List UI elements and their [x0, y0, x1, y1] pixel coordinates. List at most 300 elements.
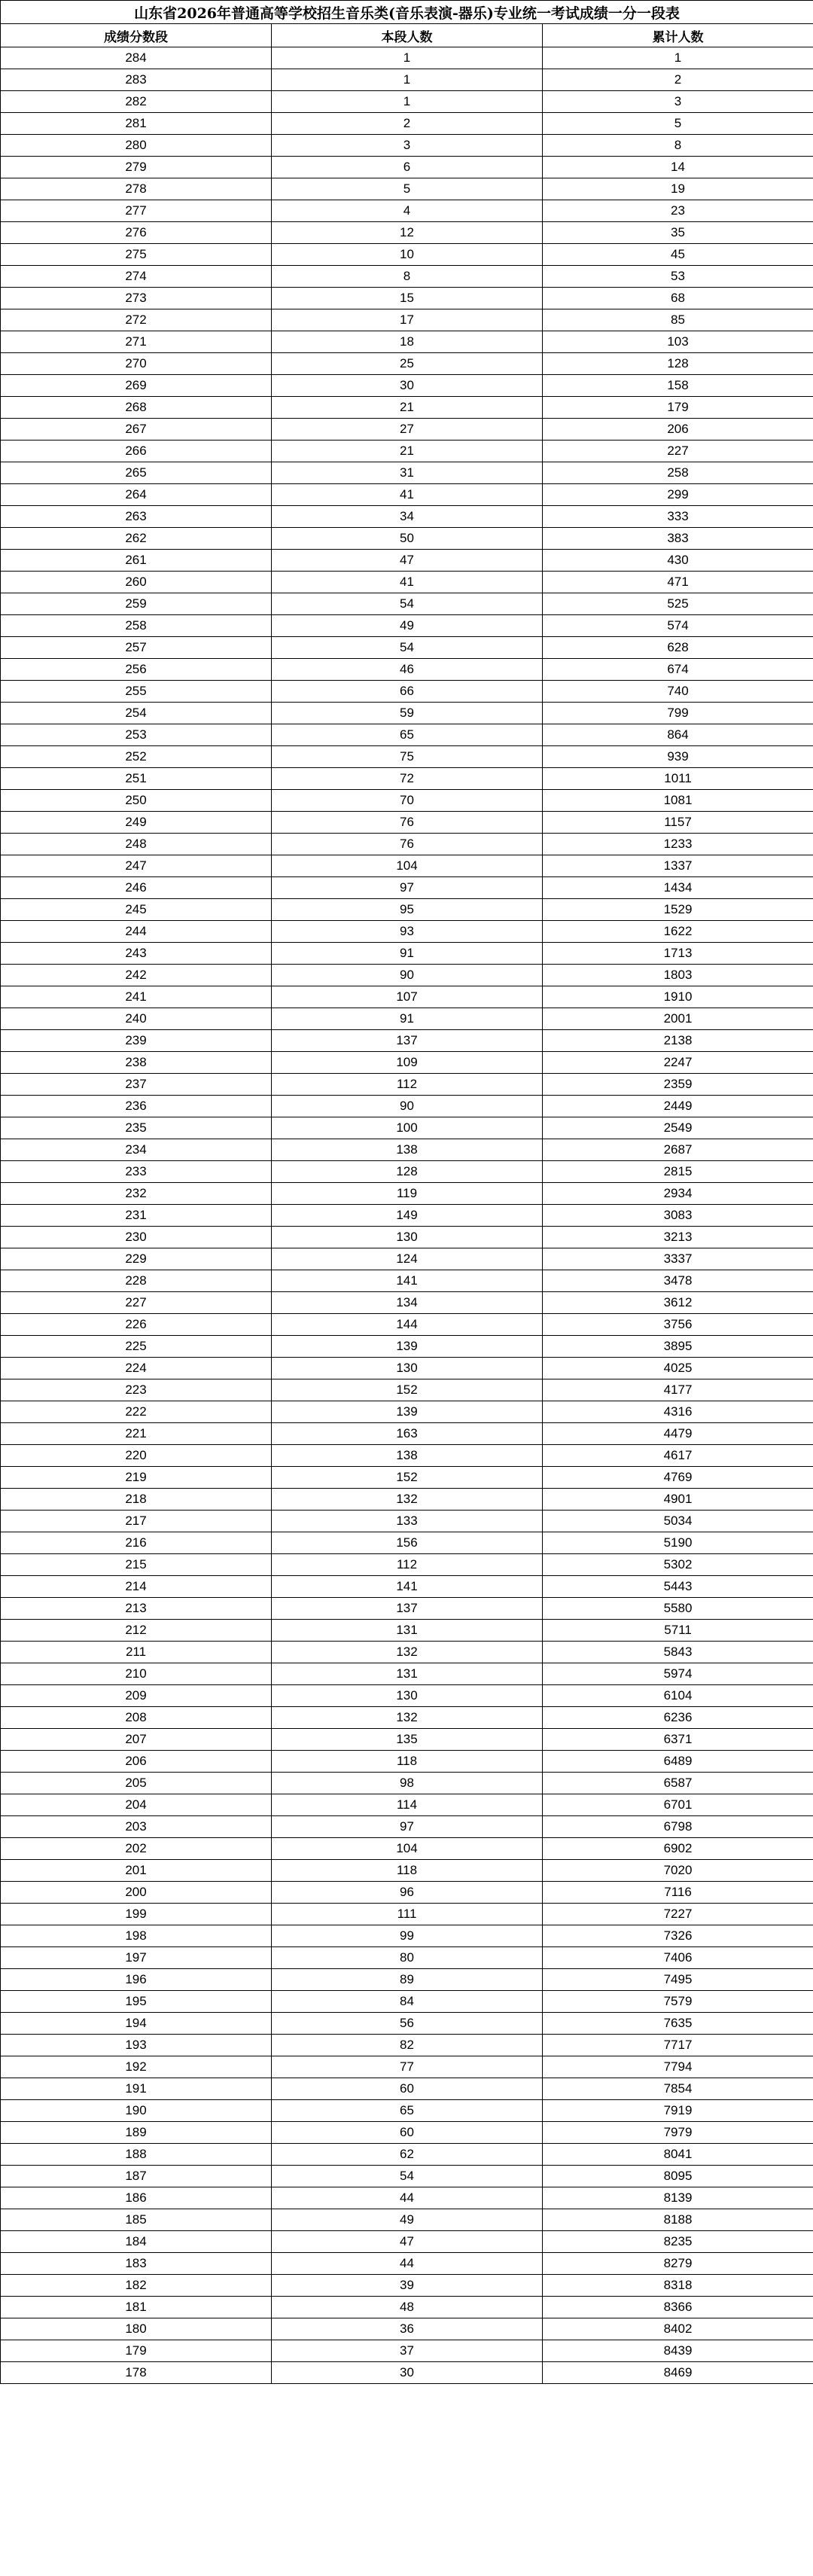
table-row [1, 768, 813, 790]
cell-cumulative: 3213 [543, 1227, 813, 1248]
cell-cumulative: 4316 [543, 1401, 813, 1423]
cell-score: 241 [1, 986, 272, 1008]
cell-score: 234 [1, 1139, 272, 1161]
cell-count: 49 [272, 615, 543, 637]
cell-score: 266 [1, 441, 272, 462]
cell-cumulative: 7579 [543, 1991, 813, 2013]
cell-score: 197 [1, 1947, 272, 1969]
cell-count: 2 [272, 113, 543, 135]
table-row [1, 2187, 813, 2209]
cell-count: 137 [272, 1598, 543, 1620]
cell-cumulative: 2687 [543, 1139, 813, 1161]
cell-count: 17 [272, 309, 543, 331]
table-row [1, 1882, 813, 1904]
cell-count: 41 [272, 572, 543, 593]
cell-cumulative: 3895 [543, 1336, 813, 1358]
cell-score: 232 [1, 1183, 272, 1205]
cell-count: 112 [272, 1074, 543, 1096]
cell-score: 238 [1, 1052, 272, 1074]
table-row [1, 1663, 813, 1685]
table-row [1, 1729, 813, 1751]
cell-count: 98 [272, 1773, 543, 1794]
cell-count: 65 [272, 2100, 543, 2122]
cell-cumulative: 6489 [543, 1751, 813, 1773]
table-row [1, 1379, 813, 1401]
cell-cumulative: 5 [543, 113, 813, 135]
table-row [1, 200, 813, 222]
cell-cumulative: 6902 [543, 1838, 813, 1860]
cell-cumulative: 674 [543, 659, 813, 681]
table-row [1, 1991, 813, 2013]
cell-count: 41 [272, 484, 543, 506]
cell-count: 10 [272, 244, 543, 266]
cell-score: 239 [1, 1030, 272, 1052]
cell-score: 243 [1, 943, 272, 965]
table-row [1, 1139, 813, 1161]
cell-count: 141 [272, 1270, 543, 1292]
cell-score: 189 [1, 2122, 272, 2144]
cell-cumulative: 2138 [543, 1030, 813, 1052]
cell-count: 30 [272, 375, 543, 397]
cell-cumulative: 1157 [543, 812, 813, 834]
cell-score: 250 [1, 790, 272, 812]
cell-count: 130 [272, 1685, 543, 1707]
cell-count: 93 [272, 921, 543, 943]
cell-cumulative: 7854 [543, 2078, 813, 2100]
cell-score: 192 [1, 2056, 272, 2078]
table-row [1, 550, 813, 572]
cell-cumulative: 35 [543, 222, 813, 244]
cell-count: 89 [272, 1969, 543, 1991]
cell-score: 280 [1, 135, 272, 157]
cell-cumulative: 2815 [543, 1161, 813, 1183]
cell-count: 62 [272, 2144, 543, 2166]
cell-cumulative: 740 [543, 681, 813, 703]
cell-cumulative: 8235 [543, 2231, 813, 2253]
cell-count: 56 [272, 2013, 543, 2035]
table-row [1, 1030, 813, 1052]
cell-cumulative: 4177 [543, 1379, 813, 1401]
cell-score: 202 [1, 1838, 272, 1860]
table-row [1, 1947, 813, 1969]
cell-score: 263 [1, 506, 272, 528]
cell-cumulative: 2247 [543, 1052, 813, 1074]
cell-score: 269 [1, 375, 272, 397]
cell-cumulative: 383 [543, 528, 813, 550]
cell-cumulative: 3612 [543, 1292, 813, 1314]
cell-cumulative: 1803 [543, 965, 813, 986]
table-row [1, 593, 813, 615]
table-row [1, 1445, 813, 1467]
cell-score: 233 [1, 1161, 272, 1183]
cell-cumulative: 299 [543, 484, 813, 506]
cell-count: 91 [272, 1008, 543, 1030]
cell-cumulative: 4769 [543, 1467, 813, 1489]
table-row [1, 2209, 813, 2231]
cell-cumulative: 8402 [543, 2318, 813, 2340]
table-row [1, 2340, 813, 2362]
cell-score: 204 [1, 1794, 272, 1816]
cell-cumulative: 628 [543, 637, 813, 659]
cell-count: 156 [272, 1532, 543, 1554]
cell-score: 209 [1, 1685, 272, 1707]
table-row [1, 419, 813, 441]
cell-cumulative: 8041 [543, 2144, 813, 2166]
table-row [1, 899, 813, 921]
cell-score: 182 [1, 2275, 272, 2297]
cell-cumulative: 7495 [543, 1969, 813, 1991]
table-row [1, 1532, 813, 1554]
table-row [1, 659, 813, 681]
cell-score: 273 [1, 288, 272, 309]
cell-count: 47 [272, 2231, 543, 2253]
cell-cumulative: 574 [543, 615, 813, 637]
cell-score: 224 [1, 1358, 272, 1379]
table-row [1, 441, 813, 462]
cell-cumulative: 4025 [543, 1358, 813, 1379]
cell-cumulative: 8366 [543, 2297, 813, 2318]
cell-score: 242 [1, 965, 272, 986]
cell-cumulative: 7406 [543, 1947, 813, 1969]
cell-cumulative: 7979 [543, 2122, 813, 2144]
cell-score: 253 [1, 724, 272, 746]
table-row [1, 1292, 813, 1314]
cell-cumulative: 258 [543, 462, 813, 484]
table-row [1, 921, 813, 943]
cell-cumulative: 7116 [543, 1882, 813, 1904]
cell-count: 141 [272, 1576, 543, 1598]
cell-cumulative: 1713 [543, 943, 813, 965]
cell-cumulative: 6587 [543, 1773, 813, 1794]
table-row [1, 703, 813, 724]
cell-score: 248 [1, 834, 272, 855]
cell-count: 49 [272, 2209, 543, 2231]
cell-count: 107 [272, 986, 543, 1008]
cell-count: 54 [272, 637, 543, 659]
cell-count: 18 [272, 331, 543, 353]
cell-count: 163 [272, 1423, 543, 1445]
cell-score: 240 [1, 1008, 272, 1030]
cell-count: 132 [272, 1642, 543, 1663]
cell-score: 186 [1, 2187, 272, 2209]
cell-cumulative: 6701 [543, 1794, 813, 1816]
cell-count: 152 [272, 1379, 543, 1401]
table-row [1, 1161, 813, 1183]
cell-score: 267 [1, 419, 272, 441]
cell-cumulative: 4617 [543, 1445, 813, 1467]
column-header-cumulative: 累计人数 [543, 24, 813, 47]
table-row [1, 1423, 813, 1445]
cell-score: 219 [1, 1467, 272, 1489]
table-row [1, 244, 813, 266]
table-row [1, 1816, 813, 1838]
cell-score: 201 [1, 1860, 272, 1882]
cell-cumulative: 3756 [543, 1314, 813, 1336]
cell-cumulative: 3478 [543, 1270, 813, 1292]
cell-cumulative: 1233 [543, 834, 813, 855]
cell-cumulative: 1622 [543, 921, 813, 943]
table-row [1, 484, 813, 506]
table-row [1, 1511, 813, 1532]
cell-cumulative: 206 [543, 419, 813, 441]
table-row [1, 943, 813, 965]
cell-cumulative: 8188 [543, 2209, 813, 2231]
cell-count: 104 [272, 1838, 543, 1860]
table-row [1, 965, 813, 986]
table-row [1, 855, 813, 877]
table-row [1, 1642, 813, 1663]
table-row [1, 1969, 813, 1991]
table-row [1, 1489, 813, 1511]
cell-count: 135 [272, 1729, 543, 1751]
cell-score: 183 [1, 2253, 272, 2275]
table-row [1, 2231, 813, 2253]
cell-cumulative: 128 [543, 353, 813, 375]
cell-count: 30 [272, 2362, 543, 2384]
table-row [1, 2078, 813, 2100]
table-row [1, 1925, 813, 1947]
cell-score: 187 [1, 2166, 272, 2187]
cell-score: 198 [1, 1925, 272, 1947]
cell-cumulative: 103 [543, 331, 813, 353]
cell-cumulative: 333 [543, 506, 813, 528]
cell-count: 91 [272, 943, 543, 965]
cell-cumulative: 2001 [543, 1008, 813, 1030]
cell-count: 124 [272, 1248, 543, 1270]
table-row [1, 178, 813, 200]
cell-score: 194 [1, 2013, 272, 2035]
cell-score: 222 [1, 1401, 272, 1423]
cell-count: 39 [272, 2275, 543, 2297]
cell-cumulative: 4901 [543, 1489, 813, 1511]
table-row [1, 2253, 813, 2275]
cell-cumulative: 7326 [543, 1925, 813, 1947]
cell-score: 252 [1, 746, 272, 768]
cell-count: 34 [272, 506, 543, 528]
cell-count: 131 [272, 1620, 543, 1642]
cell-count: 149 [272, 1205, 543, 1227]
cell-cumulative: 1434 [543, 877, 813, 899]
cell-cumulative: 23 [543, 200, 813, 222]
cell-count: 27 [272, 419, 543, 441]
cell-score: 208 [1, 1707, 272, 1729]
cell-cumulative: 5034 [543, 1511, 813, 1532]
cell-score: 270 [1, 353, 272, 375]
cell-score: 210 [1, 1663, 272, 1685]
table-row [1, 375, 813, 397]
cell-score: 205 [1, 1773, 272, 1794]
cell-count: 47 [272, 550, 543, 572]
cell-score: 213 [1, 1598, 272, 1620]
cell-count: 44 [272, 2187, 543, 2209]
cell-count: 70 [272, 790, 543, 812]
cell-cumulative: 179 [543, 397, 813, 419]
cell-score: 185 [1, 2209, 272, 2231]
cell-score: 272 [1, 309, 272, 331]
cell-count: 8 [272, 266, 543, 288]
cell-cumulative: 471 [543, 572, 813, 593]
column-header-count: 本段人数 [272, 24, 543, 47]
table-row [1, 1008, 813, 1030]
cell-count: 65 [272, 724, 543, 746]
cell-score: 249 [1, 812, 272, 834]
cell-score: 206 [1, 1751, 272, 1773]
cell-score: 264 [1, 484, 272, 506]
table-row [1, 1576, 813, 1598]
table-row [1, 615, 813, 637]
table-row [1, 69, 813, 91]
cell-count: 3 [272, 135, 543, 157]
table-row [1, 1401, 813, 1423]
table-row [1, 1117, 813, 1139]
cell-cumulative: 45 [543, 244, 813, 266]
cell-cumulative: 864 [543, 724, 813, 746]
cell-count: 99 [272, 1925, 543, 1947]
cell-cumulative: 1011 [543, 768, 813, 790]
cell-score: 277 [1, 200, 272, 222]
cell-score: 235 [1, 1117, 272, 1139]
cell-cumulative: 1337 [543, 855, 813, 877]
cell-score: 261 [1, 550, 272, 572]
cell-count: 134 [272, 1292, 543, 1314]
cell-cumulative: 2549 [543, 1117, 813, 1139]
cell-count: 77 [272, 2056, 543, 2078]
table-row [1, 91, 813, 113]
cell-score: 221 [1, 1423, 272, 1445]
cell-score: 259 [1, 593, 272, 615]
cell-cumulative: 7020 [543, 1860, 813, 1882]
table-row [1, 1794, 813, 1816]
cell-score: 203 [1, 1816, 272, 1838]
cell-cumulative: 5843 [543, 1642, 813, 1663]
cell-cumulative: 85 [543, 309, 813, 331]
table-row [1, 1270, 813, 1292]
cell-count: 97 [272, 877, 543, 899]
table-row [1, 1096, 813, 1117]
table-row [1, 746, 813, 768]
cell-count: 90 [272, 965, 543, 986]
table-row [1, 157, 813, 178]
cell-score: 207 [1, 1729, 272, 1751]
cell-count: 128 [272, 1161, 543, 1183]
cell-score: 200 [1, 1882, 272, 1904]
cell-cumulative: 8318 [543, 2275, 813, 2297]
cell-count: 66 [272, 681, 543, 703]
cell-count: 15 [272, 288, 543, 309]
cell-score: 214 [1, 1576, 272, 1598]
cell-score: 229 [1, 1248, 272, 1270]
cell-score: 278 [1, 178, 272, 200]
cell-score: 227 [1, 1292, 272, 1314]
cell-cumulative: 3083 [543, 1205, 813, 1227]
cell-cumulative: 2 [543, 69, 813, 91]
cell-score: 260 [1, 572, 272, 593]
table-row [1, 309, 813, 331]
cell-cumulative: 6236 [543, 1707, 813, 1729]
cell-count: 139 [272, 1336, 543, 1358]
cell-count: 6 [272, 157, 543, 178]
table-row [1, 353, 813, 375]
cell-cumulative: 14 [543, 157, 813, 178]
table-row [1, 288, 813, 309]
cell-cumulative: 430 [543, 550, 813, 572]
cell-score: 245 [1, 899, 272, 921]
table-row [1, 1336, 813, 1358]
cell-count: 12 [272, 222, 543, 244]
cell-score: 231 [1, 1205, 272, 1227]
cell-count: 75 [272, 746, 543, 768]
cell-count: 138 [272, 1139, 543, 1161]
cell-score: 258 [1, 615, 272, 637]
table-row [1, 1074, 813, 1096]
cell-score: 215 [1, 1554, 272, 1576]
table-row [1, 724, 813, 746]
cell-count: 90 [272, 1096, 543, 1117]
cell-count: 60 [272, 2122, 543, 2144]
table-row [1, 462, 813, 484]
table-row [1, 1620, 813, 1642]
table-row [1, 2035, 813, 2056]
table-row [1, 331, 813, 353]
cell-count: 72 [272, 768, 543, 790]
cell-count: 31 [272, 462, 543, 484]
cell-score: 257 [1, 637, 272, 659]
cell-count: 130 [272, 1227, 543, 1248]
table-row [1, 222, 813, 244]
cell-score: 228 [1, 1270, 272, 1292]
cell-score: 216 [1, 1532, 272, 1554]
cell-cumulative: 6104 [543, 1685, 813, 1707]
cell-score: 211 [1, 1642, 272, 1663]
cell-count: 1 [272, 91, 543, 113]
cell-count: 133 [272, 1511, 543, 1532]
table-row [1, 877, 813, 899]
cell-score: 199 [1, 1904, 272, 1925]
cell-cumulative: 8095 [543, 2166, 813, 2187]
cell-score: 190 [1, 2100, 272, 2122]
cell-cumulative: 5190 [543, 1532, 813, 1554]
table-row [1, 1358, 813, 1379]
table-row [1, 1685, 813, 1707]
cell-score: 191 [1, 2078, 272, 2100]
title-row [1, 1, 813, 24]
cell-count: 21 [272, 441, 543, 462]
cell-cumulative: 1 [543, 47, 813, 69]
cell-count: 82 [272, 2035, 543, 2056]
cell-score: 281 [1, 113, 272, 135]
cell-count: 95 [272, 899, 543, 921]
cell-count: 4 [272, 200, 543, 222]
table-row [1, 1052, 813, 1074]
cell-cumulative: 6798 [543, 1816, 813, 1838]
cell-count: 114 [272, 1794, 543, 1816]
cell-score: 178 [1, 2362, 272, 2384]
cell-cumulative: 8 [543, 135, 813, 157]
cell-cumulative: 8439 [543, 2340, 813, 2362]
cell-score: 271 [1, 331, 272, 353]
cell-score: 220 [1, 1445, 272, 1467]
cell-score: 237 [1, 1074, 272, 1096]
cell-cumulative: 8139 [543, 2187, 813, 2209]
cell-count: 131 [272, 1663, 543, 1685]
cell-score: 184 [1, 2231, 272, 2253]
cell-cumulative: 1529 [543, 899, 813, 921]
cell-score: 262 [1, 528, 272, 550]
cell-score: 274 [1, 266, 272, 288]
cell-cumulative: 1910 [543, 986, 813, 1008]
table-row [1, 1554, 813, 1576]
table-body [1, 47, 813, 2384]
